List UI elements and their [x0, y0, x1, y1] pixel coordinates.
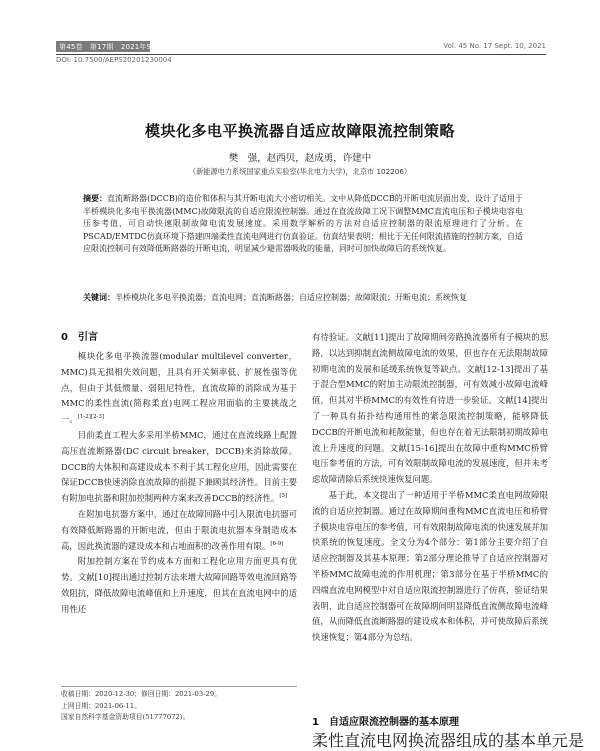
right-paragraph-1: 有待验证。文献[11]提出了故障期间旁路换流器所有子模块的思路，以达到抑制直流侧故障电流的效果，但也存在无法限制故障初期电流的发展和延缓系统恢复等缺点。文献[12-13]提出了基于混合型MMC的附加主动限流控制器，可有效减小故障电流峰值，但其对半桥MMC的有效性有待进一步验证。文献[14]提出了一种具有拓扑结构通用性的紧急限流控制策略，能够降低DCCB的开断电流和耗散能量，但也存在着无法限制初期故障电流上升速度的问题。文献[15-16]提出在故障中重构MMC桥臂电压参考值的方法，可有效限制故障电流的发展速度，但并未考虑故障清除后系统快速恢复问题。	[312, 332, 548, 485]
affiliation: （新能源电力系统国家重点实验室(华北电力大学)，北京市 102206）	[188, 167, 412, 176]
left-column	[61, 330, 297, 618]
intro-paragraph-3: 在附加电抗器方案中，通过在故障回路中引入限流电抗器可有效降低断路器的开断电流，但由于限流电抗器本身制造成本高，因此换流器的建设成本和占地面积的改善作用有限。[6-9]	[61, 508, 297, 551]
abstract-label: 摘要：	[83, 194, 108, 203]
abstract-text: 直流断路器(DCCB)的造价和体积与其开断电流大小密切相关。文中从降低DCCB的开断电流层面出发，设计了适用于半桥模块化多电平换流器(MMC)故障限流的自适应限流控制器。通过在直流故障工况下调整MMC直流电压和子模块电容电压参考值，可自动快速限制故障电流发展速度。采用数学解析的方法对自适应控制器的限流原理进行了分析。在PSCAD/EMTDC仿真环境下搭建四端柔性直流电网进行仿真验证。仿真结果表明：相比于无任何限流措施的控制方案，自适应限流控制可有效降低断路器的开断电流，明显减少避雷器吸收的能量，同时可加快故障后的系统恢复。	[83, 194, 523, 254]
citation: [6-9]	[270, 540, 284, 547]
keywords	[83, 292, 523, 305]
citation: [5]	[279, 493, 288, 500]
abstract	[83, 193, 523, 256]
footnote-fund: 国家自然科学基金资助项目(51777072)。	[61, 713, 190, 722]
intro-paragraph-1: 模块化多电平换流器(modular multilevel converter，MMC)具无损相失效问题，且具有开关频率低、扩展性强等优点，但由于其低惯量、弱阻尼特性，直流故障的消除成为基于MMC的柔性直流(简称柔直)电网工程应用面临的主要挑战之一。[1-2][2-3]	[61, 351, 297, 425]
authors: 樊 强，赵西贝，赵成勇，许建中	[228, 153, 372, 164]
footnote-online: 上网日期：2021-06-11。	[61, 701, 141, 710]
section-heading-1: 1 自适应限流控制器的基本原理	[312, 717, 459, 728]
citation: [2-3]	[90, 414, 105, 421]
keywords-label: 关键词：	[83, 293, 115, 302]
keywords-text: 半桥模块化多电平换流器；直流电网；直流断路器；自适应控制器；故障限流；开断电流；系统恢复	[115, 293, 467, 302]
citation: [1-2]	[77, 414, 91, 421]
intro-paragraph-4: 附加控制方案在节约成本方面和工程化应用方面更具有优势。文献[10]提出通过控制方法来增大故障回路等效电流回路等效阻抗，降低故障电流峰值和上升速度，但其在直流电网中的适用性还	[61, 556, 297, 614]
section1-paragraph-start: 柔性直流电网换流器组成的基本单元是	[312, 731, 585, 750]
footnote	[61, 686, 297, 724]
right-paragraph-2: 基于此，本文提出了一种适用于半桥MMC柔直电网故障限流的自适应控制器。通过在故障期间重构MMC直流电压和桥臂子模块电容电压的参考值，可有效限制故障电流的快速发展并加快系统的恢复速度。全文分为4个部分：第1部分主要介绍了自适应控制器及其基本原理；第2部分理论推导了自适应控制器对半桥MMC故障电流的作用机理；第3部分在基于半桥MMC的四端直流电网模型中对自适应限流控制器进行了仿真，验证结果表明，此自适应控制器可在故障期间明显降低直流侧故障电流峰值，从而降低直流断路器的建设成本和体积，并可使故障后系统快速恢复；第4部分为总结。	[312, 489, 548, 643]
header-rule	[56, 54, 546, 55]
section-heading-intro: 0 引言	[61, 332, 98, 343]
footnote-received: 收稿日期：2020-12-30；修回日期：2021-03-29。	[61, 690, 221, 698]
intro-paragraph-2: 目前柔直工程大多采用半桥MMC，通过在直流线路上配置高压直流断路器(DC circuit breaker，DCCB)来消除故障。DCCB的大体积和高建设成本不利于其工程化应用，因此需要在保证DCCB快速消除直流故障的前提下兼顾其经济性。目前主要有附加电抗器和附加控制两种方案来改善DCCB的经济性。[5]	[61, 429, 297, 504]
header-journal-info: Vol. 45 No. 17 Sept. 10, 2021	[443, 42, 546, 50]
right-column	[312, 330, 548, 646]
doi[interactable]: DOI: 10.7500/AEPS20201230004	[56, 56, 172, 64]
header-volume-info: 第45卷 第17期 2021年9月10日	[59, 43, 175, 51]
paper-title: 模块化多电平换流器自适应故障限流控制策略	[144, 122, 455, 140]
